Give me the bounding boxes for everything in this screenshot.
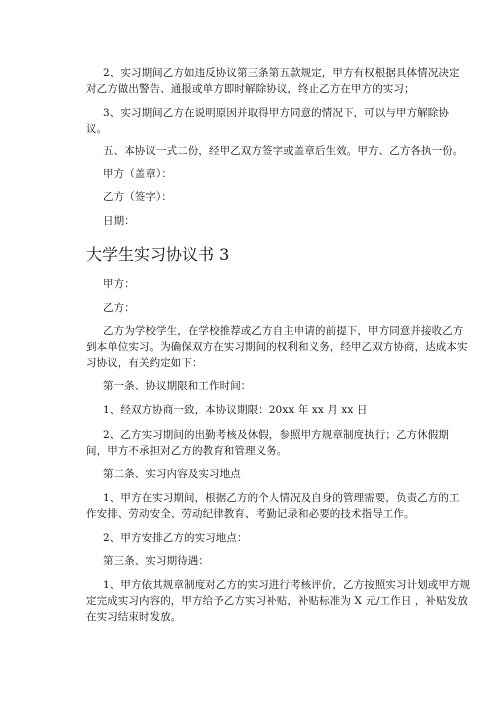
article-2-item-1-line-1: 1、甲方在实习期间，根据乙方的个人情况及自身的管理需要，负责乙方的工 [103,492,460,504]
article-3-item-1-line-2: 定完成实习内容的，甲方给予乙方实习补贴，补贴标准为 X 元/工作日 ，补贴发放 [86,595,468,607]
clause-3-line-1: 3、实习期间乙方在说明原因并取得甲方同意的情况下，可以与甲方解除协 [103,107,449,119]
clause-3-line-2: 议。 [86,123,108,135]
party-b-sign-label: 乙方（签字）： [103,191,172,203]
party-b-label: 乙方： [103,302,135,314]
party-a-label: 甲方： [103,278,135,290]
intro-line-2: 到本单位实习。为确保双方在实习期间的权利和义务，经甲乙双方协商，达成本实 [86,341,468,353]
article-1-item-1: 1、经双方协商一致，本协议期限：20xx 年 xx 月 xx 日 [103,404,368,416]
date-label: 日期： [103,215,135,227]
article-5-line: 五、本协议一式二份，经甲乙双方签字或盖章后生效。甲方、乙方各执一份。 [103,145,464,157]
article-2-item-2: 2、甲方安排乙方的实习地点： [103,532,248,544]
article-3-item-1-line-1: 1、甲方依其规章制度对乙方的实习进行考核评价，乙方按照实习计划或甲方规 [103,579,471,591]
intro-line-1: 乙方为学校学生，在学校推荐或乙方自主申请的前提下，甲方同意并接收乙方 [103,325,464,337]
article-1-item-2-line-2: 间，甲方不承担对乙方的教育和管理义务。 [86,445,288,457]
article-2-item-1-line-2: 作安排、劳动安全、劳动纪律教育、考勤记录和必要的技术指导工作。 [86,508,415,520]
article-1-item-2-line-1: 2、乙方实习期间的出勤考核及休假，参照甲方规章制度执行；乙方休假期 [103,429,449,441]
intro-line-3: 习协议，有关约定如下： [86,357,203,369]
clause-2-line-2: 对乙方做出警告、通报或单方即时解除协议，终止乙方在甲方的实习； [86,83,415,95]
article-2-heading: 第二条、实习内容及实习地点 [103,468,241,480]
article-3-item-1-line-3: 在实习结束时发放。 [86,611,182,623]
section-heading: 大学生实习协议书 3 [86,245,230,264]
article-1-heading: 第一条、协议期限和工作时间： [103,380,252,392]
article-3-heading: 第三条、实习期待遇： [103,555,209,567]
clause-2-line-1: 2、实习期间乙方如违反协议第三条第五款规定，甲方有权根据具体情况决定 [103,67,460,79]
party-a-seal-label: 甲方（盖章）： [103,168,172,180]
